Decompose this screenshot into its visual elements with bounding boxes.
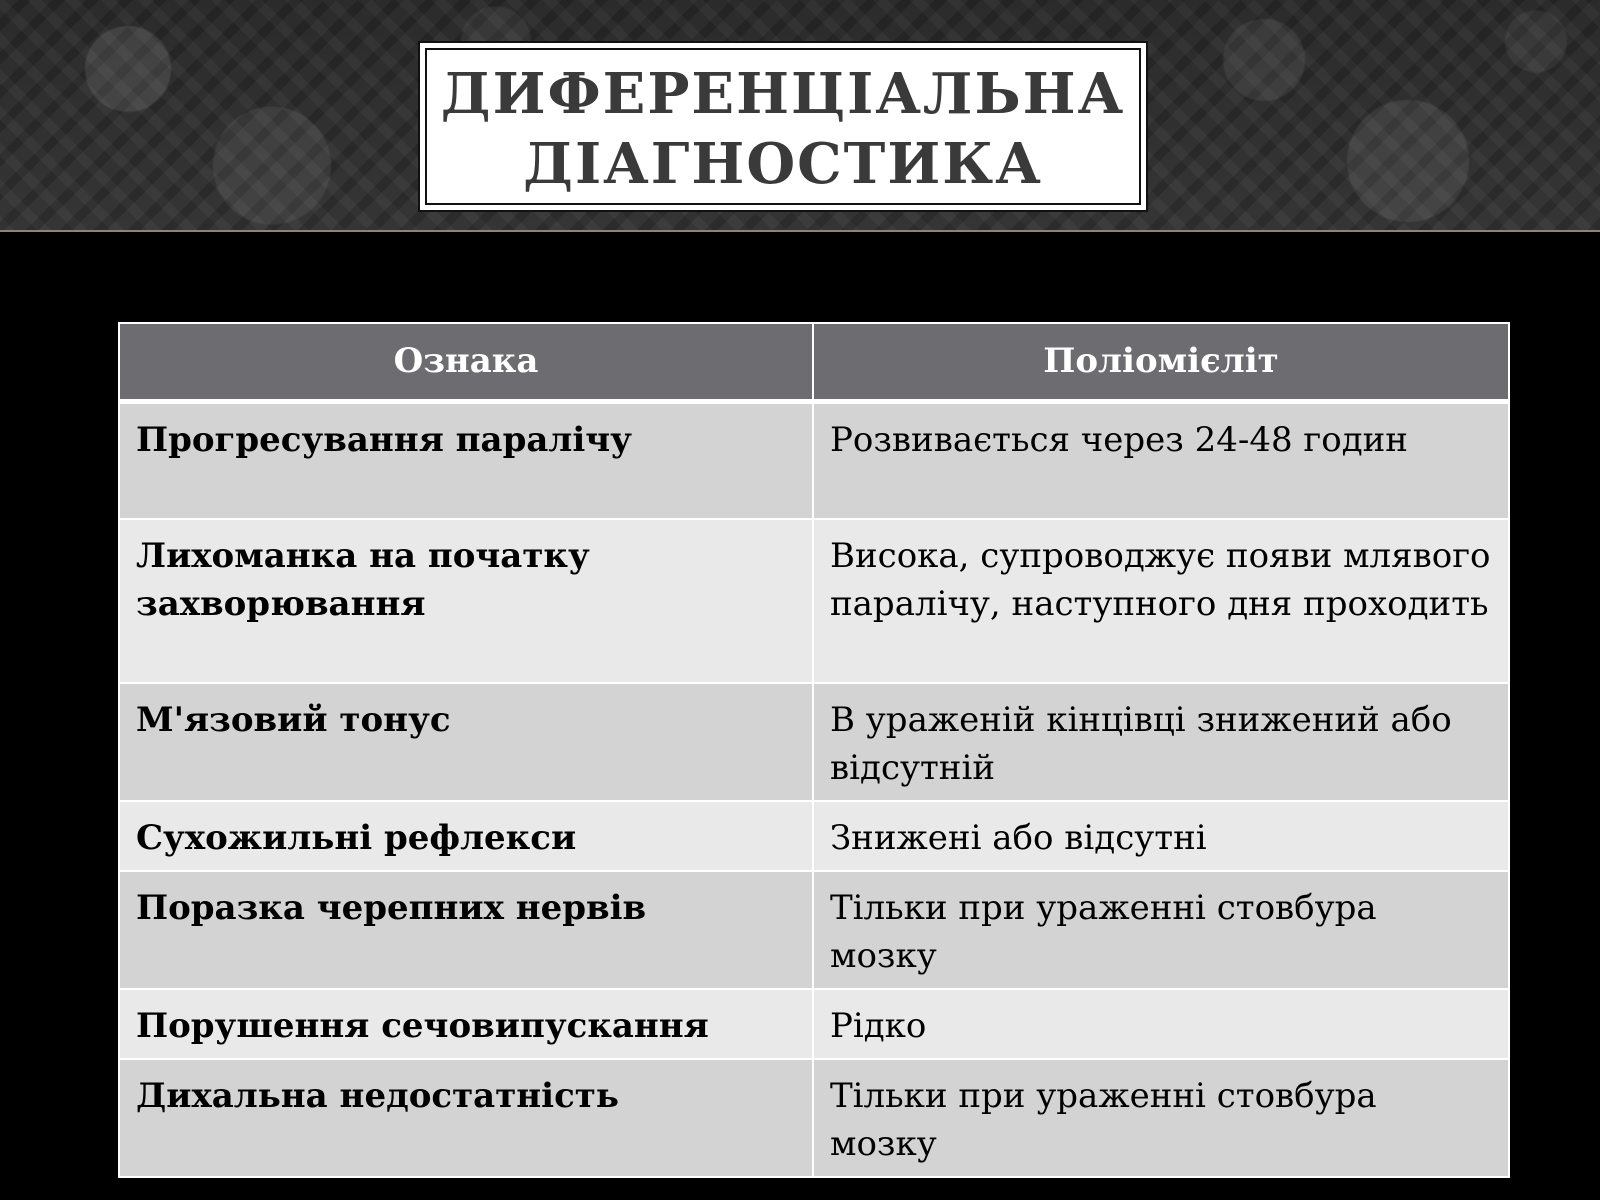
table-row (119, 871, 1509, 989)
diagnosis-table (118, 322, 1510, 1178)
table-row (119, 683, 1509, 801)
slide-title (441, 55, 1125, 199)
feature-cell: Прогресування паралічу (119, 401, 813, 519)
table-row (119, 801, 1509, 871)
feature-cell: Сухожильні рефлекси (119, 801, 813, 871)
feature-cell: Лихоманка на початку захворювання (119, 519, 813, 683)
value-cell: В ураженій кінцівці знижений або відсутній (813, 683, 1509, 801)
value-cell: Рідко (813, 989, 1509, 1059)
title-box (418, 41, 1148, 212)
title-line-2: ДІАГНОСТИКА (523, 130, 1043, 197)
feature-cell: Поразка черепних нервів (119, 871, 813, 989)
title-banner (0, 0, 1600, 232)
table-row (119, 519, 1509, 683)
feature-cell: Дихальна недостатність (119, 1059, 813, 1177)
value-cell: Тільки при ураженні стовбура мозку (813, 871, 1509, 989)
table-row (119, 401, 1509, 519)
feature-cell: Порушення сечовипускання (119, 989, 813, 1059)
table-row (119, 1059, 1509, 1177)
feature-cell: М'язовий тонус (119, 683, 813, 801)
table-header-row (119, 323, 1509, 401)
title-line-1: ДИФЕРЕНЦІАЛЬНА (440, 60, 1126, 127)
diagnosis-table-wrapper (118, 322, 1508, 1164)
value-cell: Висока, супроводжує появи млявого паралічу, наступного дня проходить (813, 519, 1509, 683)
header-feature: Ознака (119, 323, 813, 401)
table-row (119, 989, 1509, 1059)
header-polio: Поліомієліт (813, 323, 1509, 401)
value-cell: Знижені або відсутні (813, 801, 1509, 871)
value-cell: Розвивається через 24-48 годин (813, 401, 1509, 519)
value-cell: Тільки при ураженні стовбура мозку (813, 1059, 1509, 1177)
